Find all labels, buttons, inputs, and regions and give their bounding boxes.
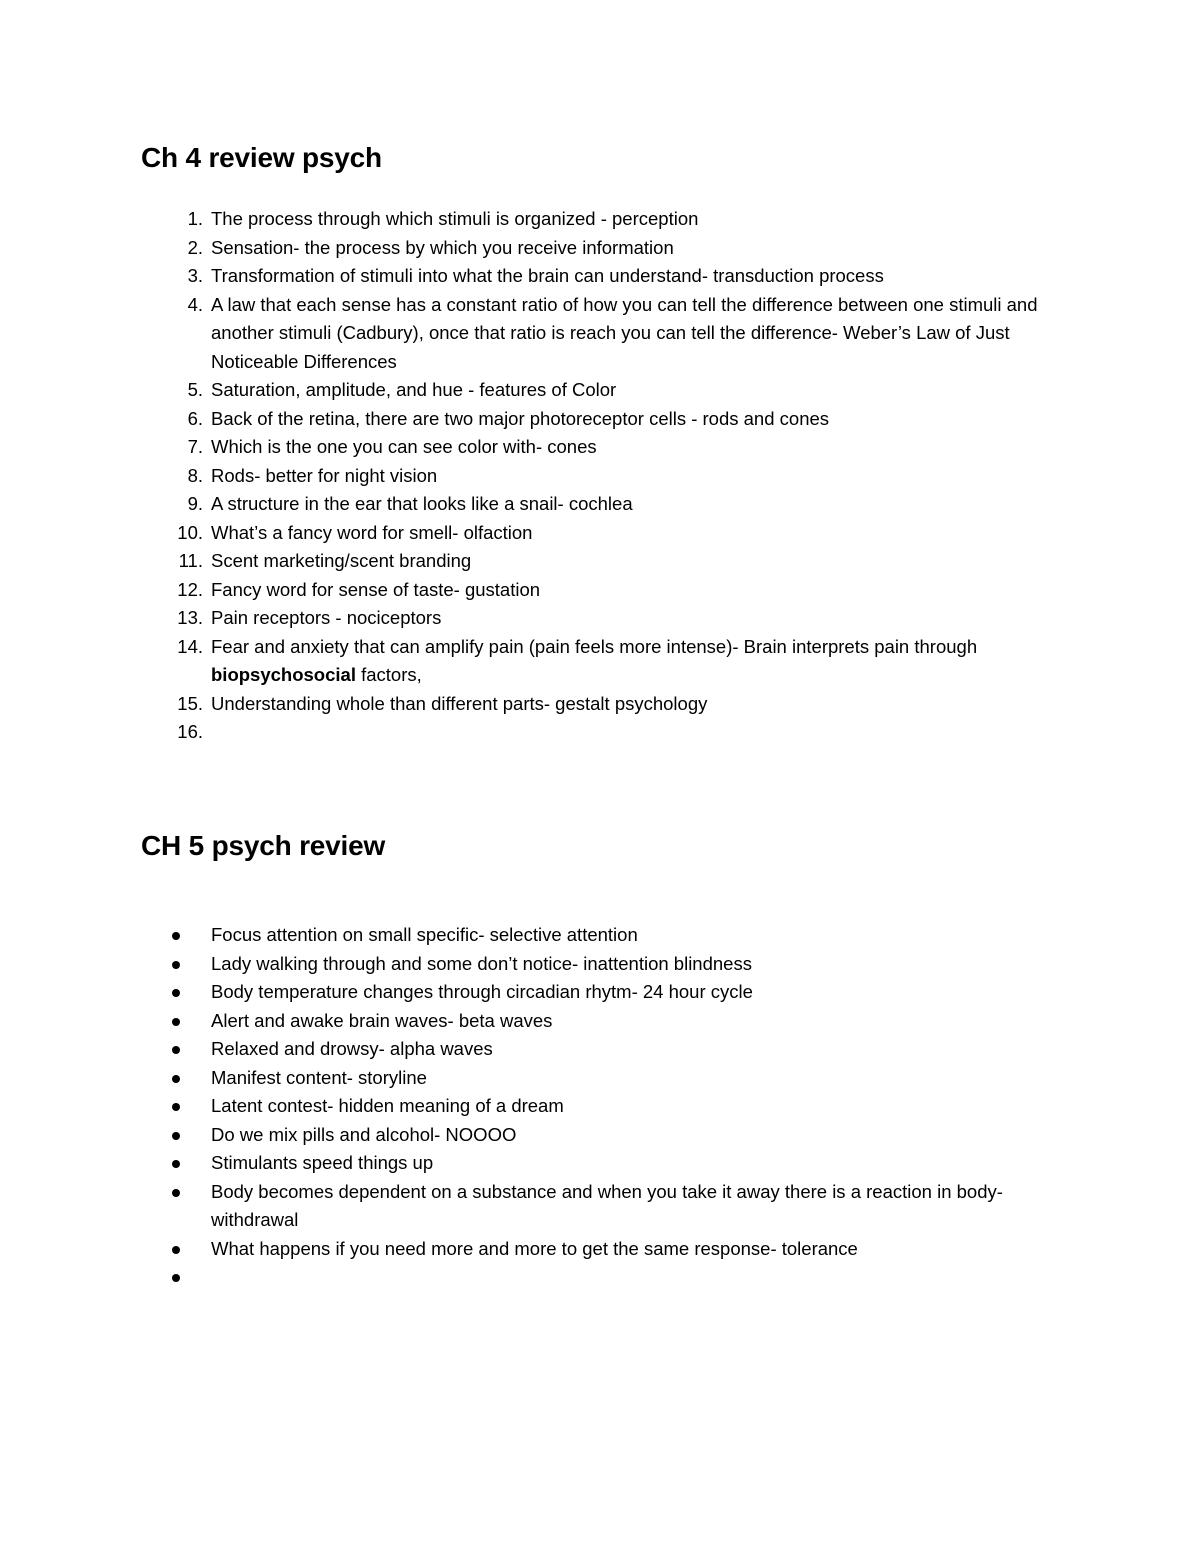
item-number: 1. (187, 208, 203, 229)
list-item (177, 633, 1091, 690)
list-item (177, 718, 1091, 747)
list-item (178, 547, 1091, 576)
item-text: Sensation- the process by which you receive information (211, 236, 674, 258)
item-text: Manifest content- storyline (211, 1066, 427, 1088)
item-text: Which is the one you can see color with- cones (211, 436, 597, 457)
item-text: Scent marketing/scent branding (211, 550, 472, 571)
item-text-before: Fear and anxiety that can amplify pain (pain feels more intense)- Brain interprets pain through (211, 635, 978, 657)
item-number: 2. (187, 236, 203, 258)
item-text: Understanding whole than different parts- gestalt psychology (211, 692, 708, 714)
list-item (211, 1263, 1091, 1292)
bullet-list-ch5 (211, 921, 1091, 1292)
list-item (211, 1064, 1091, 1093)
item-text: The process through which stimuli is organized - perception (211, 208, 699, 229)
item-number: 6. (187, 407, 203, 429)
list-item (177, 690, 1091, 719)
bullet-icon (172, 1132, 180, 1140)
list-item (187, 376, 1091, 405)
list-item (211, 1007, 1091, 1036)
item-number: 14. (177, 635, 203, 657)
list-item (177, 576, 1091, 605)
list-item (187, 405, 1091, 434)
list-item (211, 978, 1091, 1007)
list-item (187, 234, 1091, 263)
list-item (187, 205, 1091, 234)
item-number: 3. (187, 265, 203, 286)
item-text: What happens if you need more and more to get the same response- tolerance (211, 1237, 858, 1259)
item-text: Back of the retina, there are two major photoreceptor cells - rods and cones (211, 407, 830, 429)
list-item (187, 262, 1091, 291)
item-text: Transformation of stimuli into what the brain can understand- transduction process (211, 265, 884, 286)
list-item (177, 519, 1091, 548)
item-text-bold: biopsychosocial (211, 664, 356, 685)
item-text: What’s a fancy word for smell- olfaction (211, 521, 533, 543)
item-text: Pain receptors - nociceptors (211, 607, 442, 628)
bullet-icon (172, 989, 180, 997)
bullet-icon (172, 932, 180, 940)
list-item (187, 462, 1091, 491)
item-number: 8. (187, 464, 203, 486)
item-text: Do we mix pills and alcohol- NOOOO (211, 1123, 517, 1145)
item-text: Relaxed and drowsy- alpha waves (211, 1038, 493, 1059)
bullet-icon (172, 1046, 180, 1054)
list-item (177, 604, 1091, 633)
item-text: Lady walking through and some don’t notice- inattention blindness (211, 952, 752, 974)
item-text-after: factors, (355, 664, 422, 685)
item-number: 11. (178, 550, 203, 571)
item-number: 9. (187, 493, 203, 514)
item-number: 12. (177, 578, 203, 600)
list-item (187, 291, 1091, 377)
bullet-icon (172, 1160, 180, 1168)
section-title-ch5: CH 5 psych review (141, 830, 386, 861)
item-text: Stimulants speed things up (211, 1152, 434, 1173)
item-number: 15. (177, 692, 203, 714)
item-text: Alert and awake brain waves- beta waves (211, 1009, 553, 1031)
item-text: Body becomes dependent on a substance and when you take it away there is a reaction in body- withdrawal (211, 1180, 1003, 1230)
item-text: Fancy word for sense of taste- gustation (211, 578, 541, 600)
item-text: Focus attention on small specific- selective attention (211, 924, 638, 945)
section-title-ch4: Ch 4 review psych (141, 142, 382, 173)
bullet-icon (172, 961, 180, 969)
bullet-icon (172, 1189, 180, 1197)
item-text: A law that each sense has a constant ratio of how you can tell the difference between one stimuli and another stimuli (Cadbury), once that ratio is reach you can tell the difference- Weber’s Law of Just Noticeable Differences (211, 293, 1038, 372)
bullet-icon (172, 1018, 180, 1026)
item-text: A structure in the ear that looks like a snail- cochlea (211, 493, 633, 514)
bullet-icon (172, 1103, 180, 1111)
numbered-list-ch4 (177, 205, 1091, 747)
list-item (211, 921, 1091, 950)
item-number: 4. (187, 293, 203, 315)
list-item (187, 433, 1091, 462)
item-text: Saturation, amplitude, and hue - features of Color (211, 379, 617, 400)
list-item (211, 1149, 1091, 1178)
list-item (211, 1121, 1091, 1150)
item-text: Rods- better for night vision (211, 464, 438, 486)
item-number: 5. (187, 379, 203, 400)
item-text: Latent contest- hidden meaning of a dream (211, 1095, 564, 1116)
item-number: 10. (177, 521, 203, 543)
list-item (211, 1178, 1091, 1235)
bullet-icon (172, 1246, 180, 1254)
list-item (211, 1092, 1091, 1121)
list-item (187, 490, 1091, 519)
bullet-icon (172, 1274, 180, 1282)
bullet-icon (172, 1075, 180, 1083)
item-number: 7. (187, 436, 203, 457)
item-text: Body temperature changes through circadian rhytm- 24 hour cycle (211, 981, 753, 1002)
list-item (211, 950, 1091, 979)
list-item (211, 1035, 1091, 1064)
list-item (211, 1235, 1091, 1264)
item-number: 16. (177, 721, 203, 742)
item-number: 13. (177, 607, 203, 628)
